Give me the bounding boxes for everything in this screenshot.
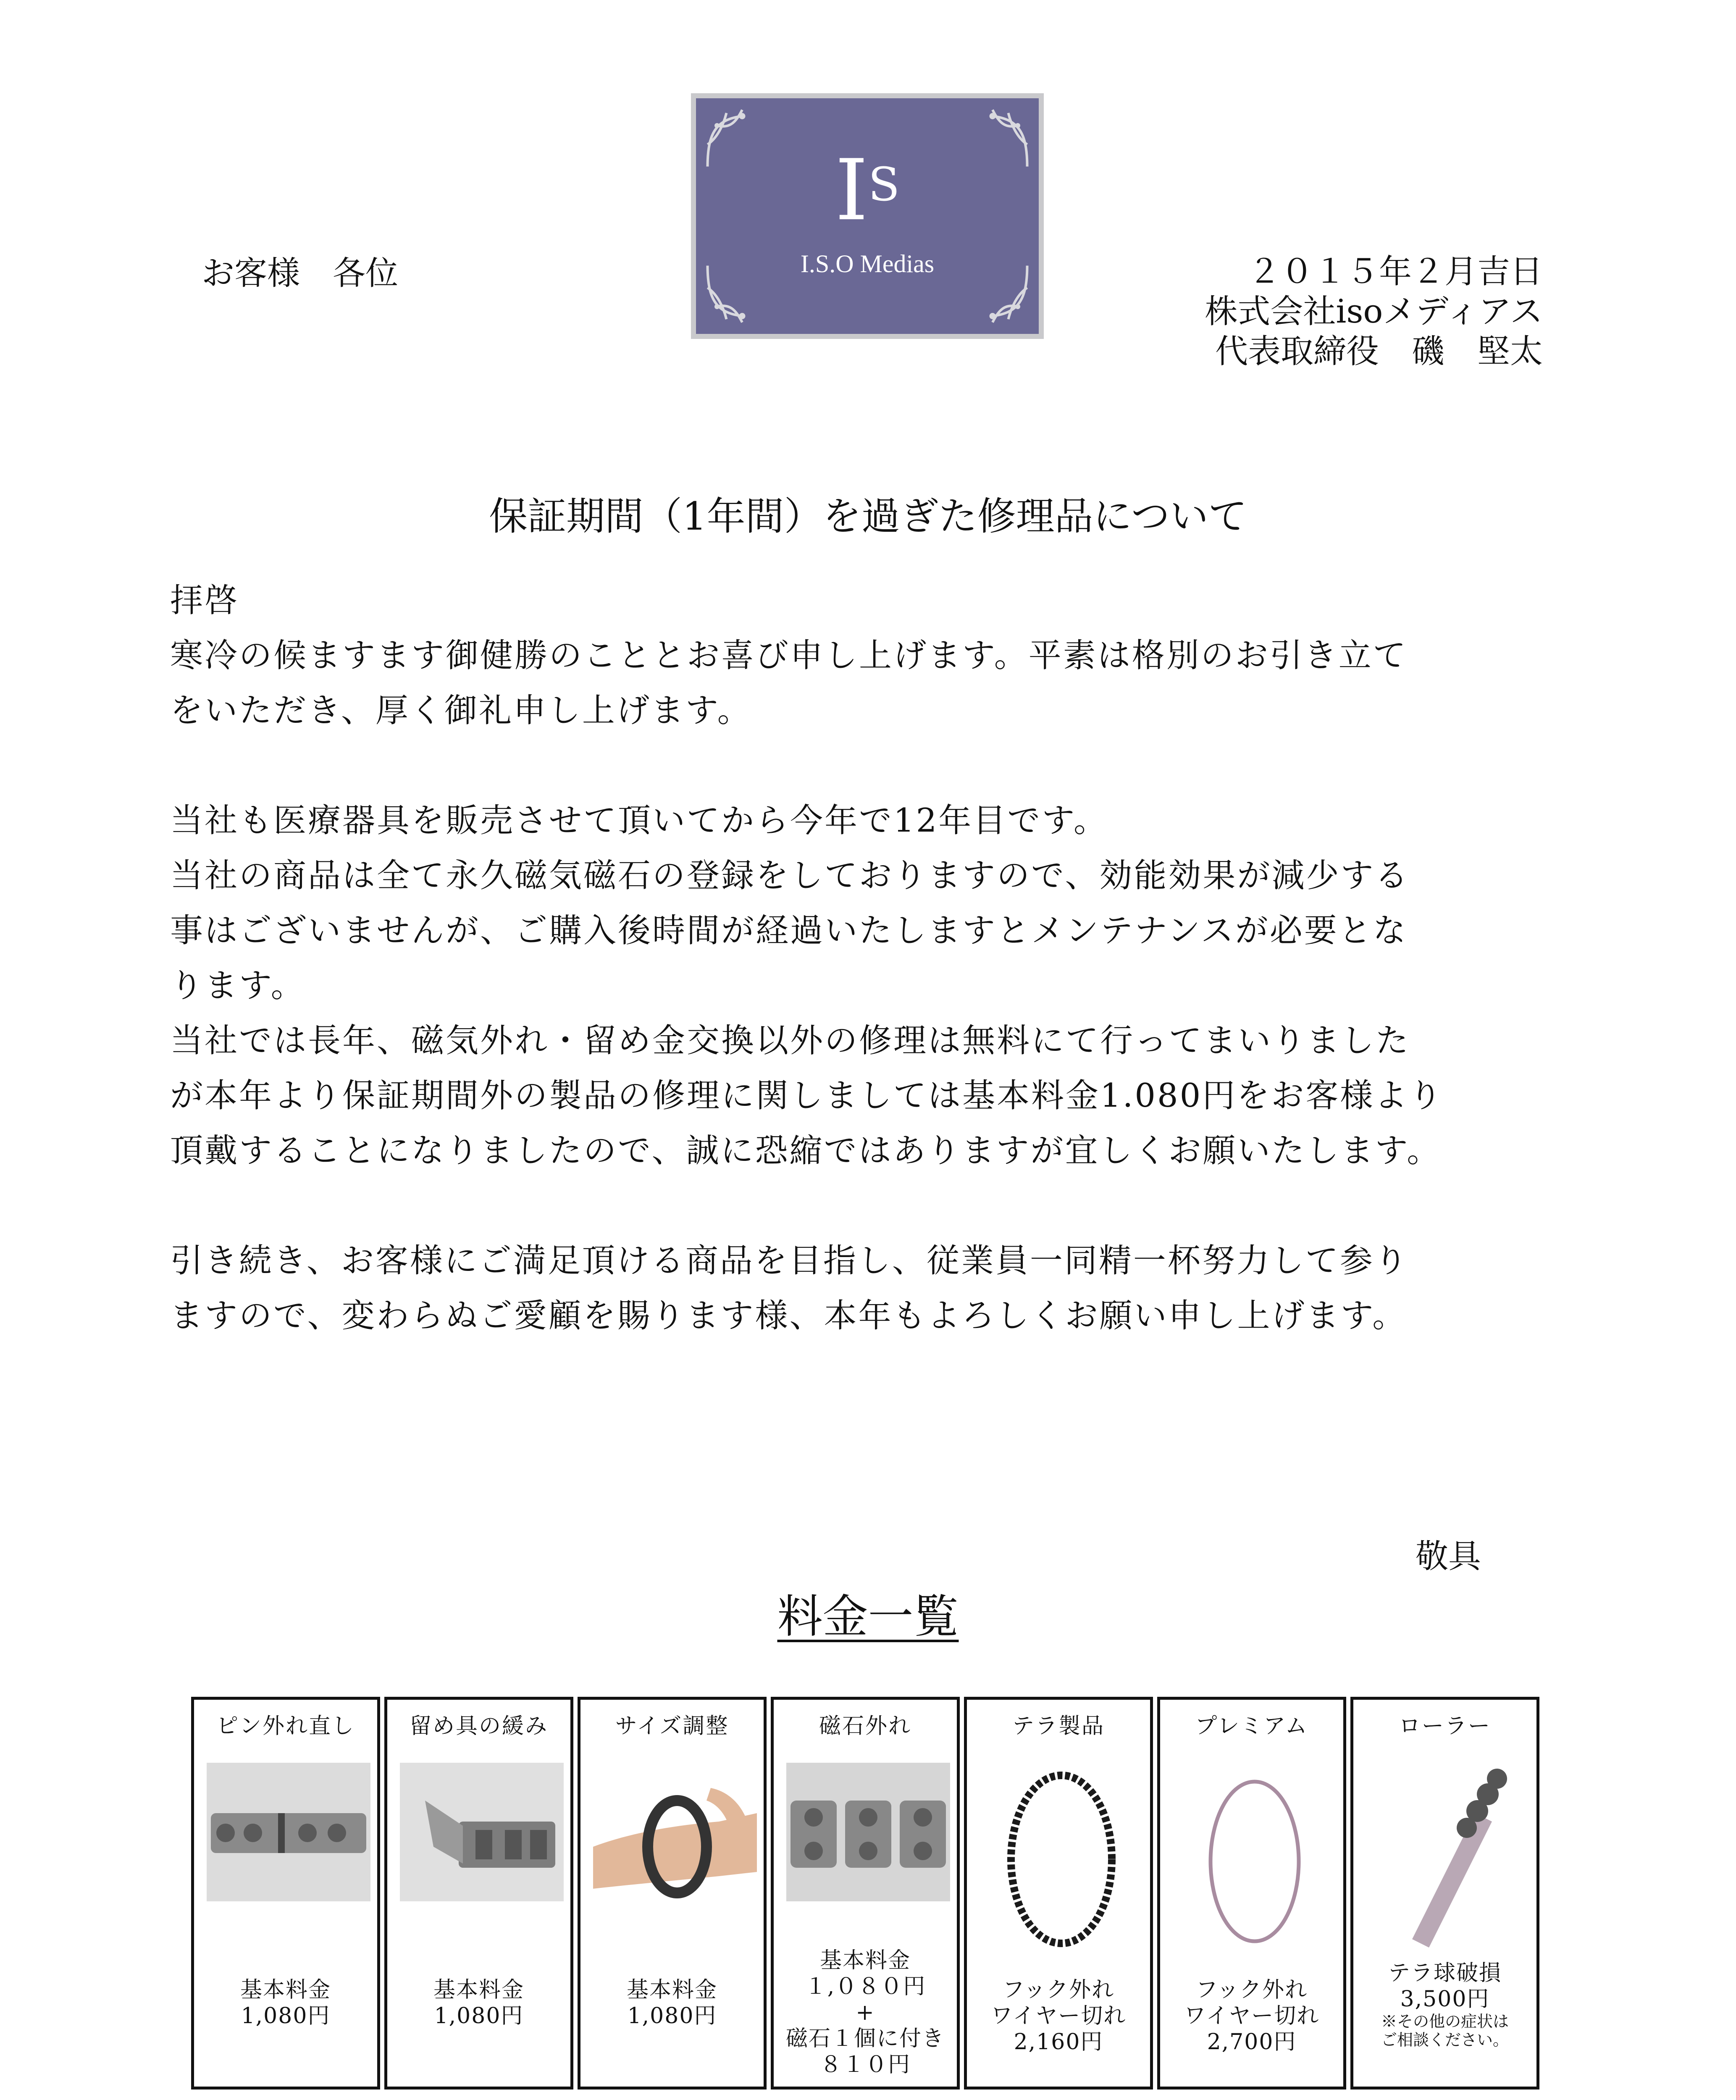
letter-date: ２０１５年２月吉日 bbox=[1248, 253, 1543, 291]
representative-name: 代表取締役 磯 堅太 bbox=[1215, 333, 1543, 370]
card-price: 基本料金 1,080円 bbox=[240, 1977, 331, 2029]
body-line: をいただき、厚く御礼申し上げます。 bbox=[170, 692, 752, 730]
card-price: 基本料金 1,080円 bbox=[626, 1977, 717, 2029]
recipient: お客様 各位 bbox=[202, 255, 399, 292]
card-price: 基本料金 １,０８０円 + 磁石１個に付き ８１０円 bbox=[785, 1948, 945, 2077]
card-label: 留め具の緩み bbox=[409, 1714, 548, 1739]
body-line: 頂戴することになりましたので、誠に恐縮ではありますが宜しくお願いたします。 bbox=[170, 1132, 1442, 1170]
body-line: 当社では長年、磁気外れ・留め金交換以外の修理は無料にて行ってまいりました bbox=[170, 1022, 1410, 1060]
wrist-bracelet-image bbox=[593, 1763, 757, 1901]
card-label: サイズ調整 bbox=[615, 1714, 729, 1739]
body-line: 当社も医療器具を販売させて頂いてから今年で12年目です。 bbox=[170, 802, 1108, 840]
price-card-pin bbox=[191, 1697, 380, 2090]
bracelet-links-image bbox=[207, 1763, 370, 1901]
clasp-image bbox=[400, 1763, 564, 1901]
price-card-size bbox=[578, 1697, 767, 2090]
letter-body bbox=[170, 573, 1443, 1344]
body-line: 当社の商品は全て永久磁気磁石の登録をしておりますので、効能効果が減少する bbox=[170, 857, 1410, 895]
price-card-clasp bbox=[384, 1697, 573, 2090]
sender-block bbox=[1205, 252, 1543, 372]
body-line: が本年より保証期間外の製品の修理に関しましては基本料金1.080円をお客様より bbox=[170, 1077, 1444, 1115]
card-label: ピン外れ直し bbox=[216, 1714, 355, 1739]
card-price: フック外れ ワイヤー切れ 2,700円 bbox=[1184, 1977, 1320, 2055]
roller-image bbox=[1366, 1763, 1530, 1956]
card-label: テラ製品 bbox=[1012, 1714, 1105, 1739]
price-card-roller bbox=[1350, 1697, 1539, 2090]
premium-necklace-image bbox=[1173, 1763, 1337, 1956]
price-card-premium bbox=[1157, 1697, 1346, 2090]
price-card-tera bbox=[964, 1697, 1153, 2090]
card-label: プレミアム bbox=[1195, 1714, 1308, 1739]
company-logo bbox=[691, 93, 1044, 339]
body-line: 拝啓 bbox=[170, 582, 239, 620]
price-list-title: 料金一覧 bbox=[777, 1591, 959, 1643]
price-card-magnet bbox=[771, 1697, 960, 2090]
body-line: 引き続き、お客様にご満足頂ける商品を目指し、従業員一同精一杯努力して参り bbox=[170, 1242, 1409, 1280]
letter-subject: 保証期間（1年間）を過ぎた修理品について bbox=[489, 494, 1247, 539]
logo-name: I.S.O Medias bbox=[800, 250, 935, 278]
card-label: ローラー bbox=[1398, 1714, 1491, 1739]
card-label: 磁石外れ bbox=[819, 1714, 911, 1739]
card-price: 基本料金 1,080円 bbox=[433, 1977, 524, 2029]
logo-monogram: $I^S$ bbox=[835, 142, 900, 239]
body-line: 事はございませんが、ご購入後時間が経過いたしますとメンテナンスが必要とな bbox=[170, 912, 1408, 950]
body-line: ますので、変わらぬご愛顧を賜ります様、本年もよろしくお願い申し上げます。 bbox=[170, 1297, 1407, 1335]
body-line: 寒冷の候ますます御健勝のこととお喜び申し上げます。平素は格別のお引き立て bbox=[170, 637, 1408, 675]
card-price: テラ球破損 3,500円 ※その他の症状は ご相談ください。 bbox=[1381, 1961, 1509, 2049]
body-line bbox=[170, 1179, 1443, 1234]
magnet-bracelet-image bbox=[786, 1763, 950, 1901]
card-price: フック外れ ワイヤー切れ 2,160円 bbox=[990, 1977, 1127, 2055]
closing: 敬具 bbox=[1416, 1538, 1481, 1575]
bead-necklace-image bbox=[980, 1763, 1143, 1956]
body-line: ります。 bbox=[170, 967, 305, 1005]
body-line bbox=[170, 738, 1443, 793]
company-name: 株式会社isoメディアス bbox=[1205, 293, 1543, 331]
